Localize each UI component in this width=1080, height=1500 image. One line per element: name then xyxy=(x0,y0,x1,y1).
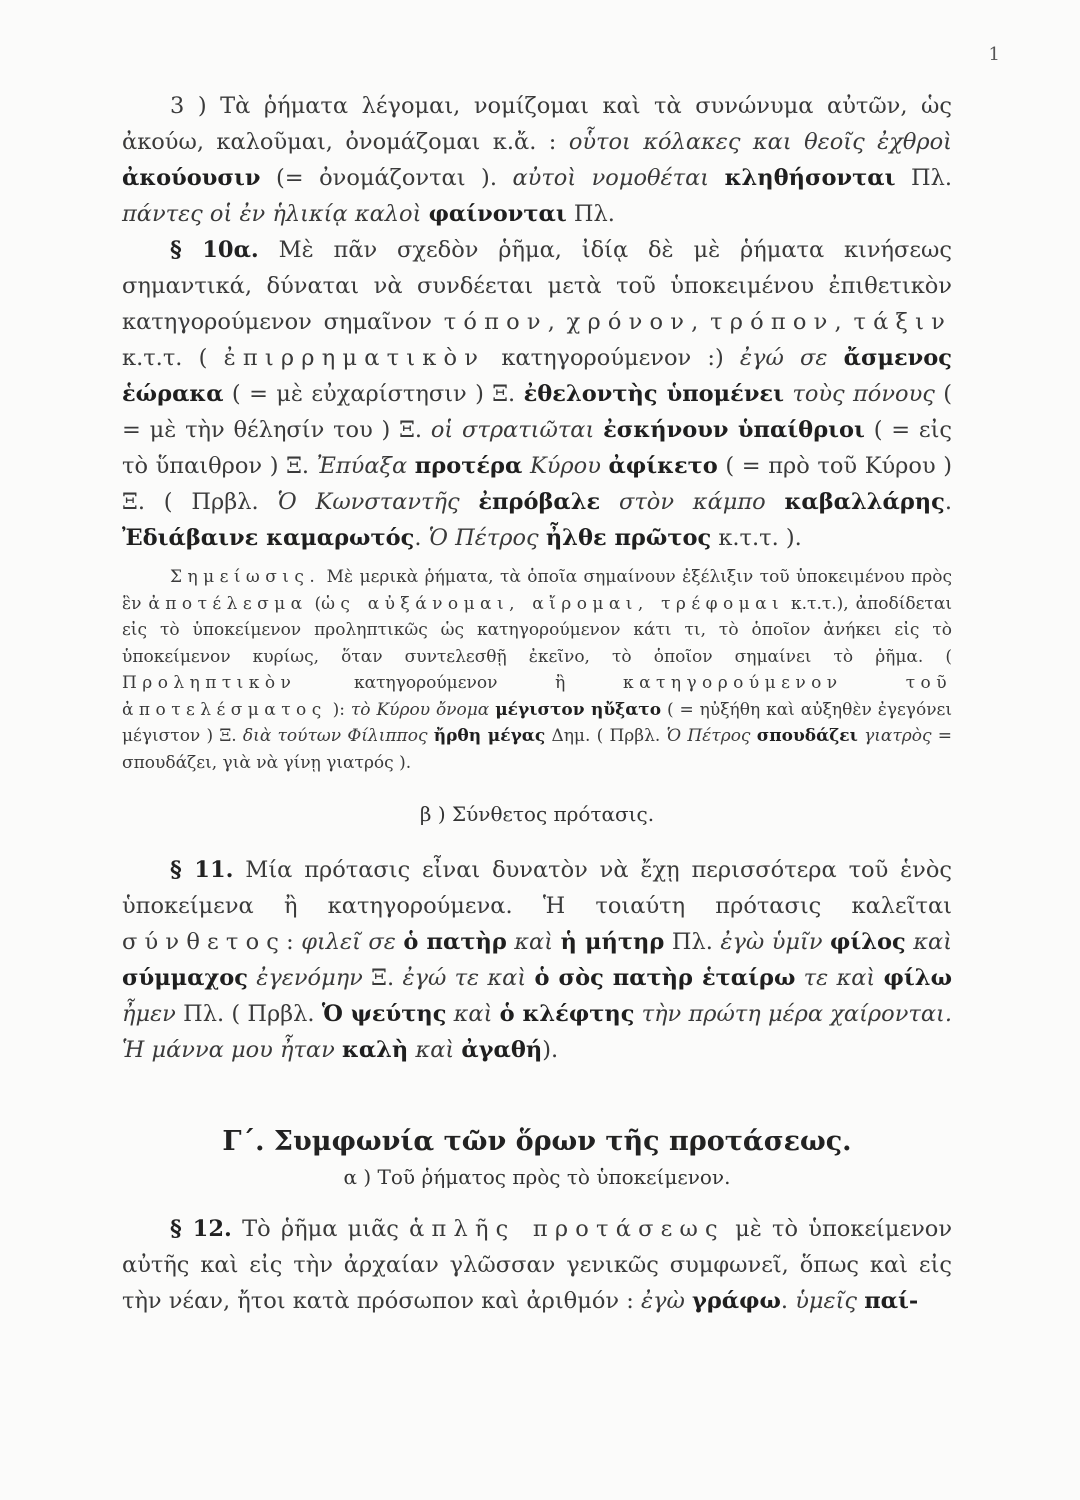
page-content xyxy=(122,88,952,1319)
subsection-heading: β ) Σύνθετος πρότασις. xyxy=(419,802,655,826)
section-11-paragraph: § 11. Μία πρότασις εἶναι δυνατὸν νὰ ἔχῃ περισσότερα τοῦ ἑνὸς ὑποκείμενα ἢ κατηγορούμενα. Ἡ τοιαύτη πρότασις καλεῖται σύνθετος: φιλεῖ σε ὁ πατὴρ καὶ ἡ μήτηρ Πλ. ἐγὼ ὑμῖν φίλος καὶ σύμμαχος ἐγενόμην Ξ. ἐγώ τε καὶ ὁ σὸς πατὴρ ἑταίρω τε καὶ φίλω ἦμεν Πλ. ( Πρβλ. Ὁ ψεύτης καὶ ὁ κλέφτης τὴν πρώτη μέρα χαίρονται. Ἡ μάννα μου ἦταν καλὴ καὶ ἀγαθή). xyxy=(122,857,953,1063)
note-heading: Σημείωσις. xyxy=(170,567,321,587)
section-number: § 12. xyxy=(170,1216,232,1242)
section-10a-paragraph: § 10α. Μὲ πᾶν σχεδὸν ῥῆμα, ἰδίᾳ δὲ μὲ ῥήματα κινήσεως σημαντικά, δύναται νὰ συνδέεται μετὰ τοῦ ὑποκειμένου ἐπιθετικὸν κατηγορούμενον σημαῖνον τόπον, χρόνον, τρόπον, τάξιν κ.τ.τ. ( ἐπιρρηματικὸν κατηγορούμενον :) ἐγώ σε ἄσμενος ἑώρακα ( = μὲ εὐχαρίστησιν ) Ξ. ἐθελοντὴς ὑπομένει τοὺς πόνους ( = μὲ τὴν θέλησίν του ) Ξ. οἱ στρατιῶται ἐσκήνουν ὑπαίθριοι ( = εἰς τὸ ὕπαιθρον ) Ξ. Ἐπύαξα προτέρα Κύρου ἀφίκετο ( = πρὸ τοῦ Κύρου ) Ξ. ( Πρβλ. Ὁ Κωνσταντῆς ἐπρόβαλε στὸν κάμπο καβαλλάρης. Ἐδιάβαινε καμαρωτός. Ὁ Πέτρος ἦλθε πρῶτος κ.τ.τ. ). xyxy=(122,237,953,551)
section-number: § 11. xyxy=(170,857,234,883)
note-paragraph: Σημείωσις. Μὲ μερικὰ ῥήματα, τὰ ὁποῖα σημαίνουν ἐξέλιξιν τοῦ ὑποκειμένου πρὸς ἓν ἀποτέλεσμα (ὡς αὐξάνομαι, αἴρομαι, τρέφομαι κ.τ.τ.), ἀποδίδεται εἰς τὸ ὑποκείμενον προληπτικῶς ὡς κατηγορούμενον κάτι τι, τὸ ὁποῖον ἀνήκει εἰς τὸ ὑποκείμενον κυρίως, ὅταν συντελεσθῇ ἐκεῖνο, τὸ ὁποῖον σημαίνει τὸ ῥῆμα. ( Προληπτικὸν κατηγορούμενον ἢ κατηγορούμενον τοῦ ἀποτελέσματος ): τὸ Κύρου ὄνομα μέγιστον ηὔξατο ( = ηὐξήθη καὶ αὐξηθὲν ἐγεγόνει μέγιστον ) Ξ. διὰ τούτων Φίλιππος ἤρθη μέγας Δημ. ( Πρβλ. Ὁ Πέτρος σπουδάζει γιατρὸς = σπουδάζει, γιὰ νὰ γίνῃ γιατρός ). xyxy=(122,567,953,773)
paragraph-point-3: 3 ) Τὰ ῥήματα λέγομαι, νομίζομαι καὶ τὰ συνώνυμα αὐτῶν, ὡς ἀκούω, καλοῦμαι, ὀνομάζομαι κ.ἄ. : οὗτοι κόλακες και θεοῖς ἐχθροὶ ἀκούουσιν (= ὀνομάζονται ). αὐτοὶ νομοθέται κληθήσονται Πλ. πάντες οἱ ἐν ἡλικίᾳ καλοὶ φαίνονται Πλ. xyxy=(122,93,953,227)
page-number: 1 xyxy=(988,44,1000,65)
section-number: § 10α. xyxy=(170,237,259,263)
section-12-paragraph: § 12. Τὸ ῥῆμα μιᾶς ἁπλῆς προτάσεως μὲ τὸ ὑποκείμενον αὐτῆς καὶ εἰς τὴν ἀρχαίαν γλῶσσαν γενικῶς συμφωνεῖ, ὅπως καὶ εἰς τὴν νέαν, ἤτοι κατὰ πρόσωπον καὶ ἀριθμόν : ἐγὼ γράφω. ὑμεῖς παί- xyxy=(122,1216,952,1314)
chapter-subheading: α ) Τοῦ ῥήματος πρὸς τὸ ὑποκείμενον. xyxy=(343,1165,731,1189)
chapter-heading: Γ΄. Συμφωνία τῶν ὅρων τῆς προτάσεως. xyxy=(222,1126,852,1157)
